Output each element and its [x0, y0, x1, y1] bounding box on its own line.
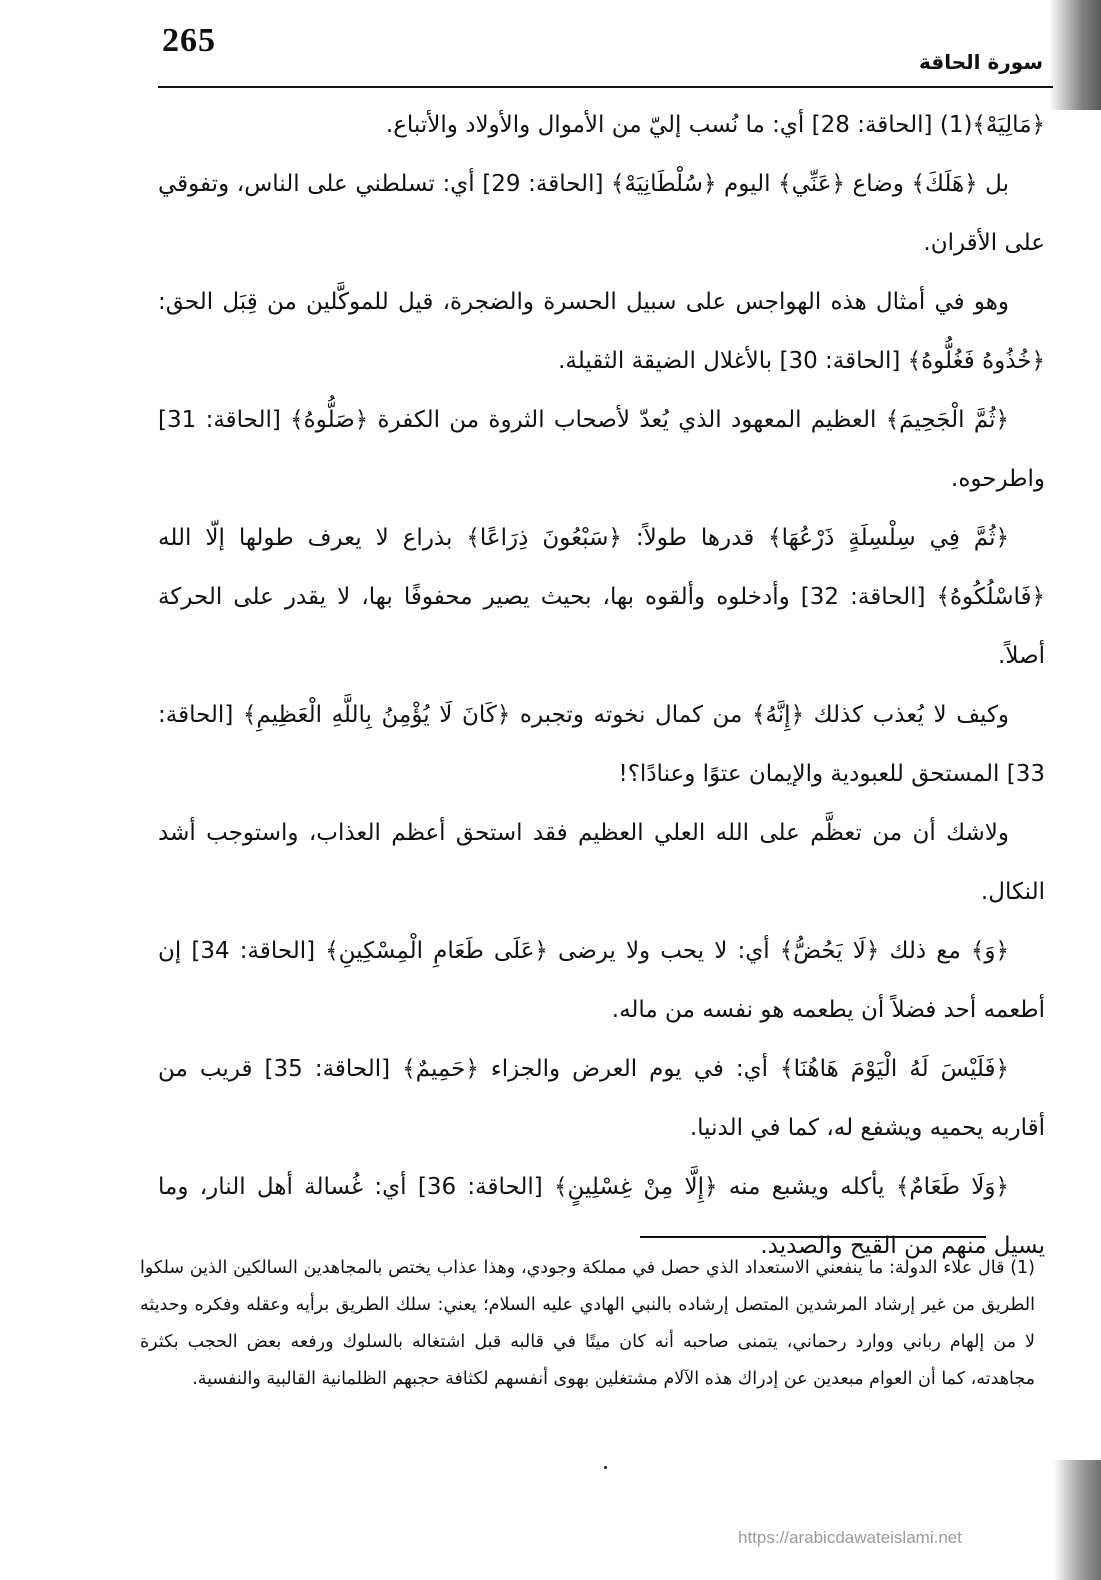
- footnote: (1) قال علاء الدولة: ما ينفعني الاستعداد الذي حصل في مملكة وجودي، وهذا عذاب يختص بالمجاهدين السالكين الذين سلكوا الطريق من غير إرشاد المرشدين المتصل إرشاده بالنبي الهادي عليه السلام؛ يعني: سلك الطريق برأيه وعقله وفكره وحديثه لا من إلهام رباني ووارد رحماني، يتمنى صاحبه أنه كان ميتًا في قالبه قبل اشتغاله بالسلوك ورفعه بعض الحجب بكثرة مجاهدته، كما أن العوام مبعدين عن إدراك هذه الآلام مشتغلين بهوى أنفسهم لكثافة حجبهم الظلمانية القالبية والنفسية.: [140, 1258, 1035, 1389]
- paragraph: ﴿وَلَا طَعَامٌ﴾ يأكله ويشبع منه ﴿إِلَّا مِنْ غِسْلِينٍ﴾ [الحاقة: 36] أي: غُسالة أهل النار، وما يسيل منهم من القيح والصديد.: [158, 1174, 1045, 1259]
- paragraph: ﴿وَ﴾ مع ذلك ﴿لَا يَحُضُّ﴾ أي: لا يحب ولا يرضى ﴿عَلَى طَعَامِ الْمِسْكِينِ﴾ [الحاقة: 34] إن أطعمه أحد فضلاً أن يطعمه هو نفسه من ماله.: [158, 938, 1045, 1023]
- source-watermark: https://arabicdawateislami.net: [738, 1528, 962, 1547]
- footnotes: [140, 1250, 1035, 1398]
- running-head: سورة الحاقة: [918, 50, 1043, 74]
- header-rule: [158, 86, 1053, 88]
- main-text: [158, 96, 1045, 1276]
- scan-speck: [604, 1466, 607, 1469]
- paragraph: ﴿فَلَيْسَ لَهُ الْيَوْمَ هَاهُنَا﴾ أي: في يوم العرض والجزاء ﴿حَمِيمٌ﴾ [الحاقة: 35] قريب من أقاربه يحميه ويشفع له، كما في الدنيا.: [158, 1056, 1045, 1141]
- page-edge-stain-top: [1049, 0, 1101, 110]
- paragraph: ﴿ثُمَّ فِي سِلْسِلَةٍ ذَرْعُهَا﴾ قدرها طولاً: ﴿سَبْعُونَ ذِرَاعًا﴾ بذراع لا يعرف طولها إلّا الله ﴿فَاسْلُكُوهُ﴾ [الحاقة: 32] وأدخلوه وألقوه بها، بحيث يصير محفوفًا بها، لا يقدر على الحركة أصلاً.: [158, 525, 1045, 669]
- paragraph: وكيف لا يُعذب كذلك ﴿إِنَّهُ﴾ من كمال نخوته وتجبره ﴿كَانَ لَا يُؤْمِنُ بِاللَّهِ الْعَظِيمِ﴾ [الحاقة: 33] المستحق للعبودية والإيمان عتوًا وعنادًا؟!: [158, 702, 1045, 787]
- paragraph: بل ﴿هَلَكَ﴾ وضاع ﴿عَنِّي﴾ اليوم ﴿سُلْطَانِيَهْ﴾ [الحاقة: 29] أي: تسلطني على الناس، وتفوقي على الأقران.: [158, 171, 1045, 256]
- footnote-rule: [640, 1236, 986, 1238]
- paragraph: وهو في أمثال هذه الهواجس على سبيل الحسرة والضجرة، قيل للموكَّلين من قِبَل الحق: ﴿خُذُوهُ فَغُلُّوهُ﴾ [الحاقة: 30] بالأغلال الضيقة الثقيلة.: [158, 289, 1045, 374]
- page-number: 265: [162, 22, 216, 59]
- paragraph: ﴿ثُمَّ الْجَحِيمَ﴾ العظيم المعهود الذي يُعدّ لأصحاب الثروة من الكفرة ﴿صَلُّوهُ﴾ [الحاقة: 31] واطرحوه.: [158, 407, 1045, 492]
- paragraph: ولاشك أن من تعظَّم على الله العلي العظيم فقد استحق أعظم العذاب، واستوجب أشد النكال.: [158, 820, 1045, 905]
- paragraph: ﴿مَالِيَهْ﴾(1) [الحاقة: 28] أي: ما نُسب إليّ من الأموال والأولاد والأتباع.: [385, 112, 1045, 138]
- page-edge-stain-bottom: [1053, 1460, 1101, 1580]
